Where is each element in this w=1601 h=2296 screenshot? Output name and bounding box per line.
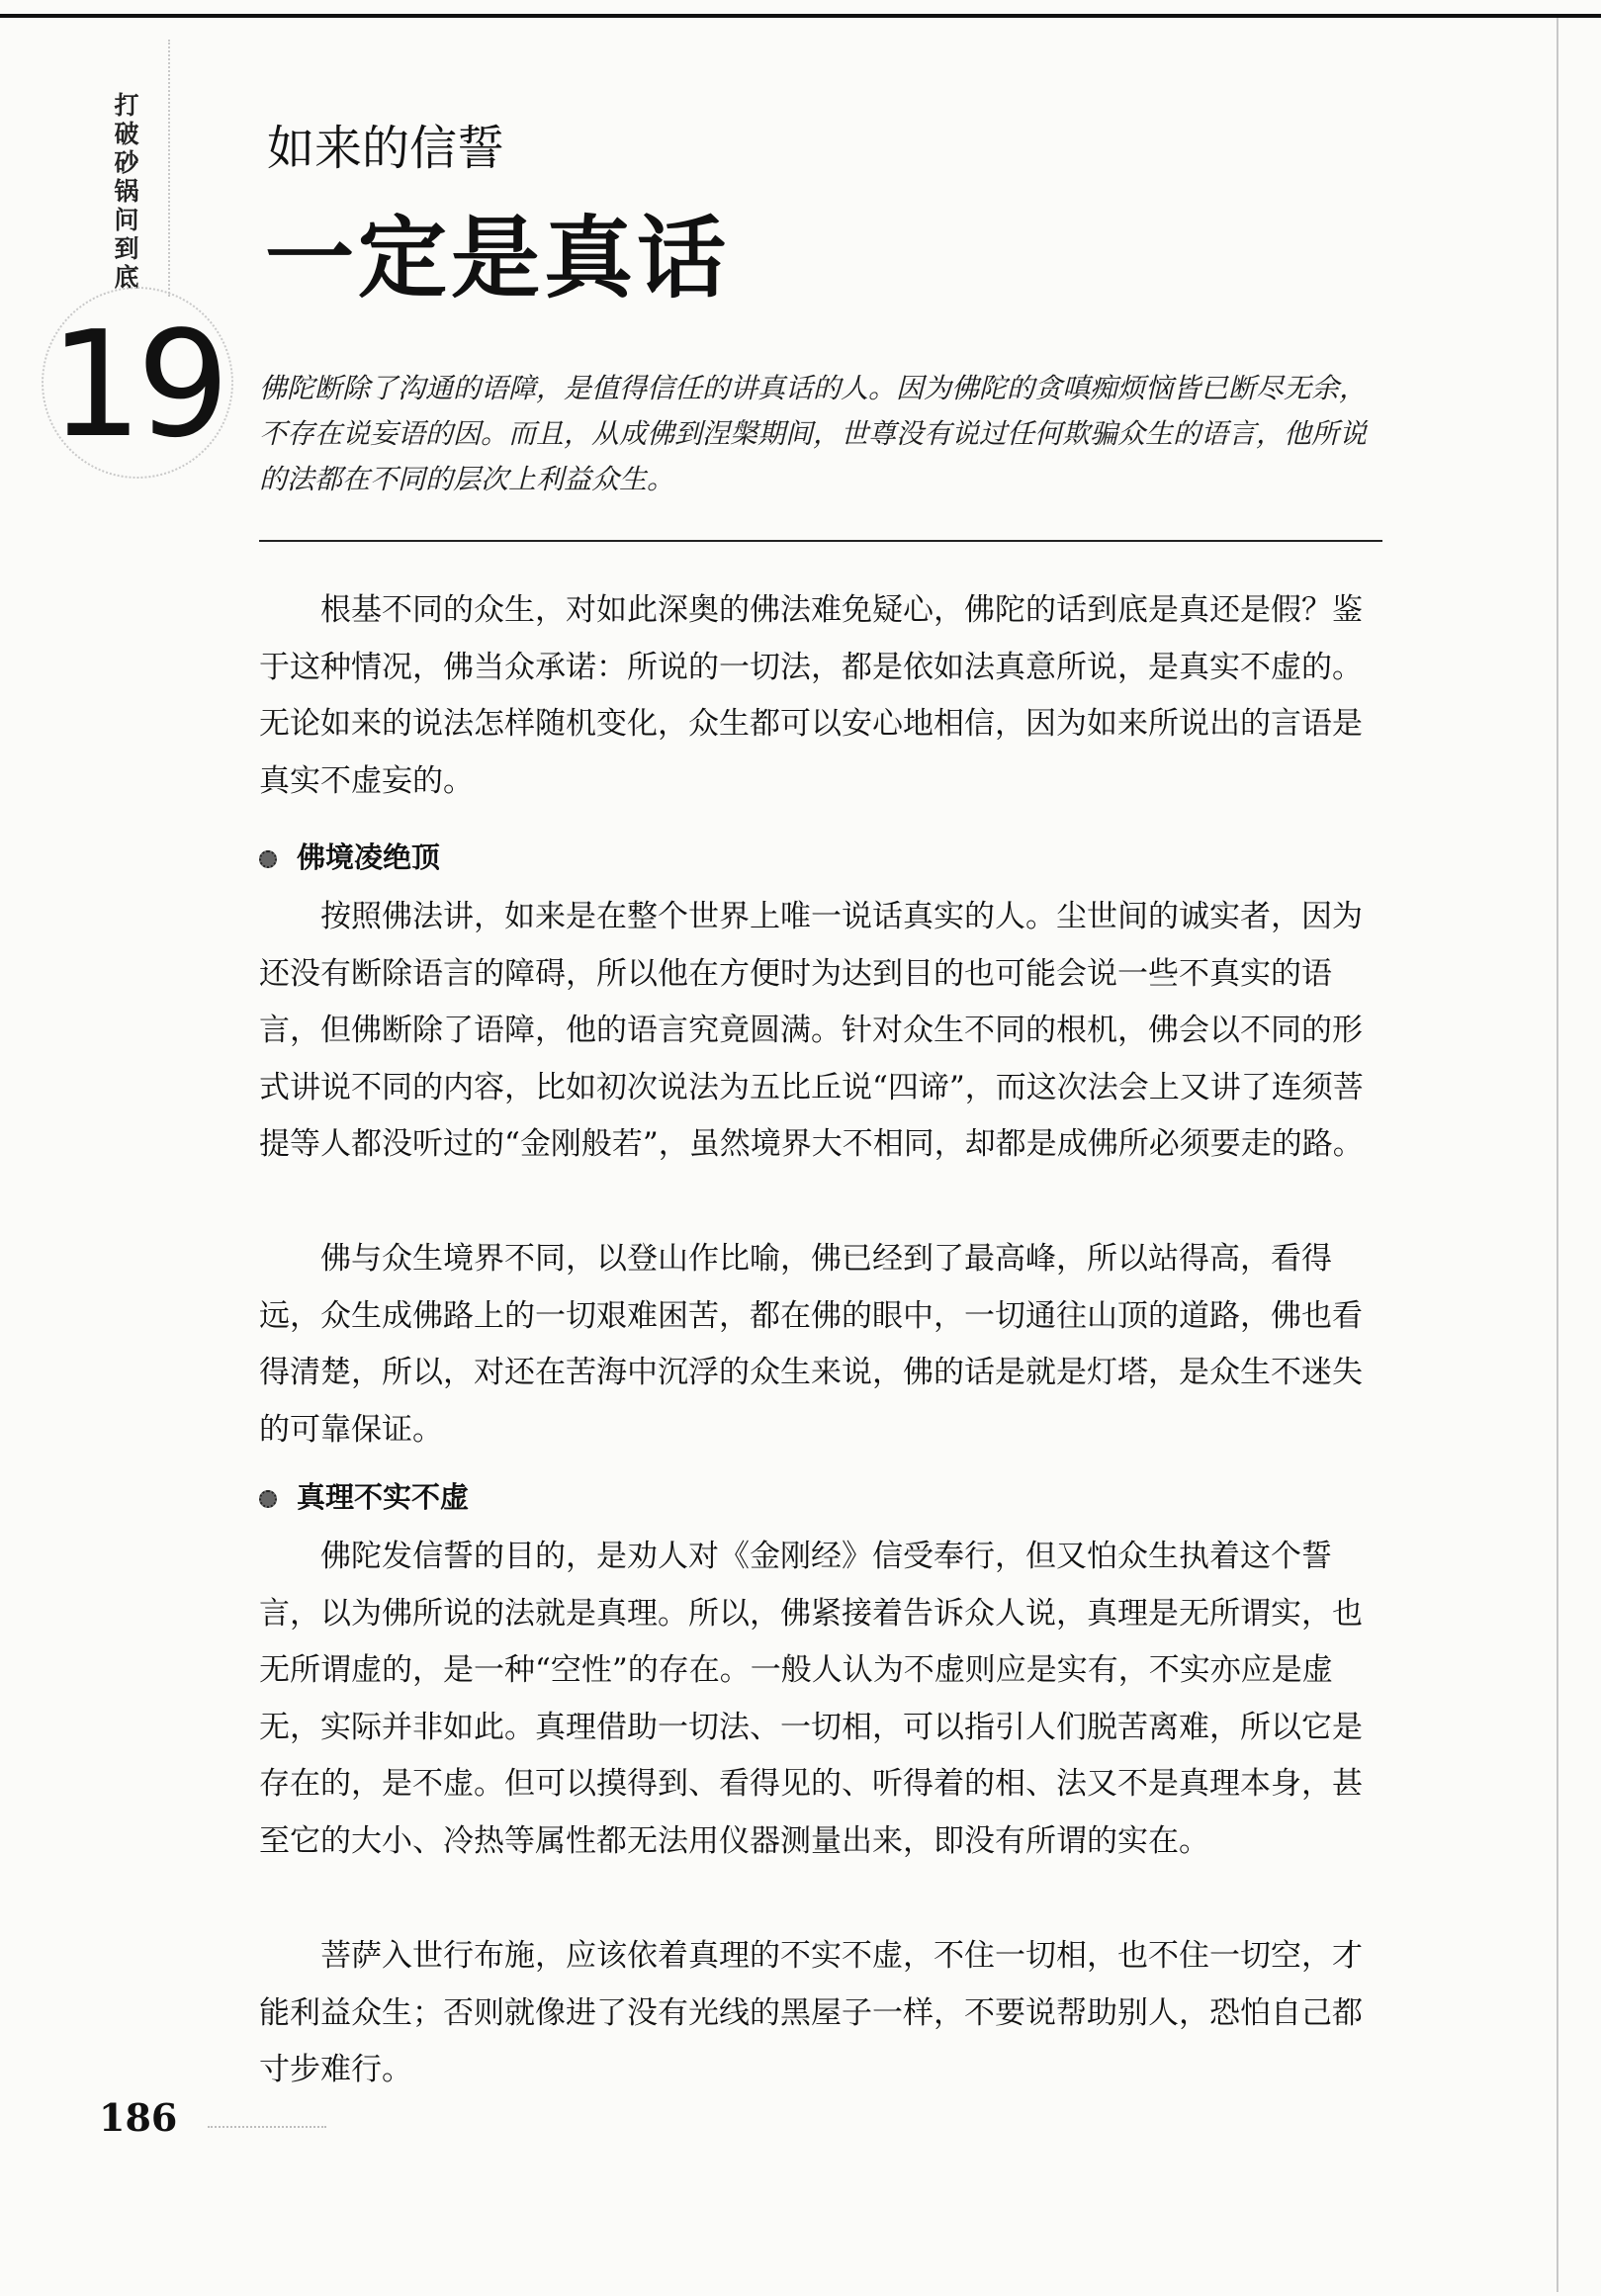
chapter-intro: 佛陀断除了沟通的语障，是值得信任的讲真话的人。因为佛陀的贪嗔痴烦恼皆已断尽无余，不存在说妄语的因。而且，从成佛到涅槃期间，世尊没有说过任何欺骗众生的语言，他所说的法都在不同的层次上利益众生。: [259, 372, 1368, 495]
chapter-title: 一定是真话: [265, 207, 730, 310]
section-bullet-icon: [259, 850, 277, 868]
body-paragraph: 佛陀发信誓的目的，是劝人对《金刚经》信受奉行，但又怕众生执着这个誓言，以为佛所说的法就是真理。所以，佛紧接着告诉众人说，真理是无所谓实，也无所谓虚的，是一种“空性”的存在。一般人认为不虚则应是实有，不实亦应是虚无，实际并非如此。真理借助一切法、一切相，可以指引人们脱苦离难，所以它是存在的，是不虚。但可以摸得到、看得见的、听得着的相、法又不是真理本身，甚至它的大小、冷热等属性都无法用仪器测量出来，即没有所谓的实在。: [259, 1539, 1363, 1859]
chapter-number: 19: [49, 300, 224, 470]
section-bullet-icon: [259, 1490, 277, 1508]
section-heading-text: 佛境凌绝顶: [297, 840, 441, 874]
series-char: 问: [114, 206, 139, 234]
page-number: 186: [99, 2095, 178, 2140]
dotted-spine-line: [168, 40, 170, 297]
series-char: 打: [114, 91, 139, 120]
series-char: 底: [114, 263, 139, 292]
intro-divider: [259, 540, 1382, 542]
chapter-subtitle: 如来的信誓: [267, 121, 505, 176]
section-heading: [259, 1475, 852, 1519]
book-series-title: [107, 91, 146, 292]
footer-dotted-line: [208, 2126, 326, 2128]
section-heading-text: 真理不实不虚: [297, 1480, 470, 1514]
body-paragraph: 佛与众生境界不同，以登山作比喻，佛已经到了最高峰，所以站得高，看得远，众生成佛路上的一切艰难困苦，都在佛的眼中，一切通往山顶的道路，佛也看得清楚，所以，对还在苦海中沉浮的众生来说，佛的话是就是灯塔，是众生不迷失的可靠保证。: [259, 1241, 1363, 1448]
series-char: 到: [114, 234, 139, 263]
body-paragraph: 菩萨入世行布施，应该依着真理的不实不虚，不住一切相，也不住一切空，才能利益众生；否则就像进了没有光线的黑屋子一样，不要说帮助别人，恐怕自己都寸步难行。: [259, 1938, 1363, 2087]
page-edge-line: [1557, 18, 1558, 2292]
section-heading: [259, 836, 852, 879]
top-rule: [0, 14, 1601, 18]
series-char: 破: [114, 120, 139, 148]
series-char: 锅: [114, 177, 139, 206]
body-paragraph: 根基不同的众生，对如此深奥的佛法难免疑心，佛陀的话到底是真还是假？鉴于这种情况，佛当众承诺：所说的一切法，都是依如法真意所说，是真实不虚的。无论如来的说法怎样随机变化，众生都可以安心地相信，因为如来所说出的言语是真实不虚妄的。: [259, 592, 1363, 799]
body-paragraph: 按照佛法讲，如来是在整个世界上唯一说话真实的人。尘世间的诚实者，因为还没有断除语言的障碍，所以他在方便时为达到目的也可能会说一些不真实的语言，但佛断除了语障，他的语言究竟圆满。针对众生不同的根机，佛会以不同的形式讲说不同的内容，比如初次说法为五比丘说“四谛”，而这次法会上又讲了连须菩提等人都没听过的“金刚般若”，虽然境界大不相同，却都是成佛所必须要走的路。: [259, 899, 1364, 1162]
series-char: 砂: [114, 148, 139, 177]
